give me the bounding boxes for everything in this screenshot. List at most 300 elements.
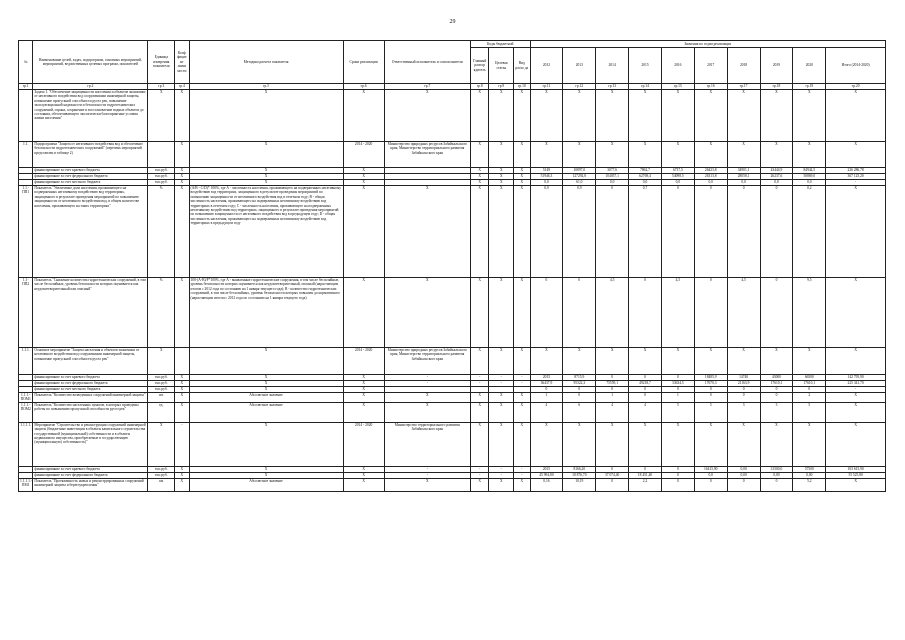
row-year-value: 18 451,40 xyxy=(629,472,662,478)
row-name: Основное мероприятие "Защита населения и объектов экономики от негативного воздействия вод сооружениями инженерной защиты, повышение пропускной способности русел рек" xyxy=(33,348,148,375)
row-name: Показатель "Протяженность новых и реконструированных сооружений инженерной защиты и берегоукрепления" xyxy=(33,478,148,491)
header-vid: Вид расхо да xyxy=(514,48,530,84)
row-unit: % xyxy=(148,186,175,278)
header-year: 2014 xyxy=(596,48,629,84)
row-unit: тыс.руб. xyxy=(148,381,175,387)
row-number: 1.1. xyxy=(19,142,33,168)
row-year-value: 104057,1 xyxy=(596,174,629,180)
row-method: Абсолютное значение xyxy=(189,402,343,422)
row-responsible: Х xyxy=(384,278,470,348)
header-years-group: Значения по годам реализации xyxy=(530,41,885,48)
row-coef: Х xyxy=(175,142,189,168)
row-method: Х xyxy=(189,375,343,381)
row-name: финансирование за счет краевого бюджета xyxy=(33,375,148,381)
row-year-value: 8715,9 xyxy=(563,375,596,381)
row-year-value: 0 xyxy=(760,278,793,348)
row-coef: Х xyxy=(175,478,189,491)
row-year-value: 49218,7 xyxy=(629,381,662,387)
row-responsible: Х xyxy=(384,478,470,491)
row-name: финансирование за счет местного бюджета xyxy=(33,180,148,186)
row-coef: Х xyxy=(175,90,189,142)
row-year-value: 0 xyxy=(727,186,760,278)
row-method: Х xyxy=(189,422,343,466)
row-year-value: Х xyxy=(629,142,662,168)
row-year-value: Х xyxy=(530,422,563,466)
row-period: Х xyxy=(343,168,384,174)
row-vid: Х xyxy=(514,180,530,186)
row-gr: Х xyxy=(470,402,488,422)
row-year-value: 0 xyxy=(629,393,662,403)
column-number: гр.16 xyxy=(694,84,727,90)
row-year-value: 50869,0 xyxy=(793,174,826,180)
table-body xyxy=(19,90,886,492)
row-period: Х xyxy=(343,186,384,278)
row-year-value: 0 xyxy=(629,387,662,393)
row-total: 55 525,80 xyxy=(826,472,886,478)
row-year-value: Х xyxy=(727,142,760,168)
column-number: гр.20 xyxy=(826,84,886,90)
row-target: Х xyxy=(489,142,514,168)
row-vid: - xyxy=(514,466,530,472)
row-year-value: 5149 xyxy=(530,168,563,174)
row-year-value: Х xyxy=(727,422,760,466)
row-year-value: 0 xyxy=(596,466,629,472)
row-responsible: Х xyxy=(384,186,470,278)
row-year-value: Х xyxy=(760,142,793,168)
row-period: Х xyxy=(343,393,384,403)
row-responsible: - xyxy=(384,381,470,387)
row-year-value: Х xyxy=(530,348,563,375)
row-year-value: 0 xyxy=(760,186,793,278)
row-number xyxy=(19,90,33,142)
row-year-value: 0,0 xyxy=(694,472,727,478)
row-year-value: 57500 xyxy=(793,466,826,472)
column-number: гр.6 xyxy=(343,84,384,90)
row-coef: Х xyxy=(175,381,189,387)
row-year-value: 0 xyxy=(596,478,629,491)
row-target: Х xyxy=(489,174,514,180)
row-year-value: Х xyxy=(563,422,596,466)
column-number: гр.13 xyxy=(596,84,629,90)
row-gr: Х xyxy=(470,180,488,186)
header-gr: Главный распор ядитель xyxy=(470,48,488,84)
table-row xyxy=(19,278,886,348)
row-year-value: 14740 xyxy=(727,375,760,381)
row-year-value: 0 xyxy=(727,387,760,393)
row-vid: Х xyxy=(514,278,530,348)
row-coef: Х xyxy=(175,393,189,403)
row-year-value: 5 xyxy=(661,402,694,422)
header-year: 2019 xyxy=(760,48,793,84)
table-row xyxy=(19,90,886,142)
row-period: Х xyxy=(343,174,384,180)
row-year-value: Х xyxy=(661,348,694,375)
row-year-value: 0 xyxy=(727,393,760,403)
row-responsible: Министерство природных ресурсов Забайкальского края; Министерство территориального развития Забайкальского края xyxy=(384,142,470,168)
column-number: гр.5 xyxy=(189,84,343,90)
row-coef: - xyxy=(175,422,189,466)
row-year-value: Х xyxy=(530,90,563,142)
row-year-value: 95322,3 xyxy=(563,381,596,387)
row-year-value: 26237,6 xyxy=(760,174,793,180)
row-unit: км xyxy=(148,478,175,491)
column-number: гр.19 xyxy=(793,84,826,90)
row-coef: Х xyxy=(175,466,189,472)
row-name: Подпрограмма "Защита от негативного воздействия вод и обеспечение безопасности гидротехнических сооружений" (перечень мероприятий представлен в таблице 2) xyxy=(33,142,148,168)
row-total: Х xyxy=(826,348,886,375)
row-coef: Х xyxy=(175,168,189,174)
header-year: 2016 xyxy=(661,48,694,84)
row-year-value: 2,2 xyxy=(629,478,662,491)
header-budget-codes: Коды бюджетной xyxy=(470,41,530,48)
row-year-value: Х xyxy=(727,348,760,375)
row-vid: - xyxy=(514,472,530,478)
header-year: 2013 xyxy=(563,48,596,84)
row-target: Х xyxy=(489,478,514,491)
row-year-value: 0 xyxy=(596,387,629,393)
row-gr: - xyxy=(470,381,488,387)
table-row xyxy=(19,393,886,403)
row-total: Х xyxy=(826,478,886,491)
row-year-value: 10897,0 xyxy=(563,168,596,174)
row-unit: тыс.руб. xyxy=(148,387,175,393)
row-year-value: 31500,0 xyxy=(760,466,793,472)
row-target: Х xyxy=(489,422,514,466)
row-year-value: Х xyxy=(530,142,563,168)
header-responsible: Ответственный исполнитель и соисполнители xyxy=(384,41,470,84)
row-year-value: 0 xyxy=(629,466,662,472)
row-year-value: 0 xyxy=(661,466,694,472)
row-responsible: - xyxy=(384,375,470,381)
row-unit: шт. xyxy=(148,393,175,403)
row-total: 226 286,78 xyxy=(826,168,886,174)
row-year-value: Х xyxy=(563,142,596,168)
row-responsible: Министерство природных ресурсов Забайкальского края; Министерство территориального развития Забайкальского края xyxy=(384,348,470,375)
column-number: гр.7 xyxy=(384,84,470,90)
row-target: - xyxy=(489,375,514,381)
row-name: финансирование за счет федерального бюджета xyxy=(33,174,148,180)
row-method: Х xyxy=(189,174,343,180)
row-year-value: 54098,5 xyxy=(661,174,694,180)
row-gr: Х xyxy=(470,478,488,491)
row-year-value: Х xyxy=(694,422,727,466)
row-year-value: Х xyxy=(563,90,596,142)
row-unit: тыс.руб. xyxy=(148,180,175,186)
row-year-value: 0 xyxy=(760,478,793,491)
row-year-value: 3 xyxy=(760,402,793,422)
row-year-value: 5,2 xyxy=(793,478,826,491)
row-method: Х xyxy=(189,387,343,393)
row-coef: Х xyxy=(175,186,189,278)
header-total: Итого (2014-2020) xyxy=(826,48,886,84)
column-number: гр.11 xyxy=(530,84,563,90)
header-year: 2017 xyxy=(694,48,727,84)
row-year-value: 0 xyxy=(563,393,596,403)
row-year-value: Х xyxy=(694,90,727,142)
row-number: 1.1.1.1. xyxy=(19,422,33,466)
row-gr: Х xyxy=(470,278,488,348)
row-target: Х xyxy=(489,348,514,375)
row-period: Х xyxy=(343,466,384,472)
row-year-value: 8166,20 xyxy=(563,466,596,472)
row-coef xyxy=(175,348,189,375)
row-year-value: 1 xyxy=(596,393,629,403)
row-year-value: 0 xyxy=(694,186,727,278)
header-method: Методика расчета показателя xyxy=(189,41,343,84)
column-number: гр.1 xyxy=(19,84,33,90)
row-unit: % xyxy=(148,278,175,348)
row-year-value: 4,5 xyxy=(727,278,760,348)
row-gr: Х xyxy=(470,174,488,180)
column-number: гр.17 xyxy=(727,84,760,90)
row-year-value: Х xyxy=(694,142,727,168)
row-year-value: 0 xyxy=(760,393,793,403)
row-year-value: 34901,1 xyxy=(727,168,760,174)
column-number: гр.12 xyxy=(563,84,596,90)
row-year-value: 17610,1 xyxy=(793,381,826,387)
row-period: 2014 - 2020 xyxy=(343,422,384,466)
row-responsible: - xyxy=(384,466,470,472)
row-period: Х xyxy=(343,402,384,422)
row-name: финансирование за счет федерального бюджета xyxy=(33,381,148,387)
row-year-value: Х xyxy=(727,90,760,142)
row-year-value: 37 074,40 xyxy=(596,472,629,478)
row-method: Х xyxy=(189,348,343,375)
header-coef: Коэф фицие нт значи мости xyxy=(175,41,189,84)
row-period: Х xyxy=(343,472,384,478)
row-year-value: 43000 xyxy=(760,375,793,381)
row-year-value: 4 xyxy=(530,402,563,422)
row-name: Мероприятие "Строительство и реконструкция сооружений инженерной защиты (бюджетные инвестиции в объекты капитального строительства государственной (муниципальной) собственности и в объекты недвижимого имущества, приобретаемые в государственную (муниципальную) собственность)" xyxy=(33,422,148,466)
row-year-value: Х xyxy=(629,90,662,142)
row-year-value: Х xyxy=(694,348,727,375)
row-year-value: Х xyxy=(661,422,694,466)
row-number: 1.1- ПП2 xyxy=(19,278,33,348)
row-year-value: 51946,3 xyxy=(530,174,563,180)
row-period: Х xyxy=(343,180,384,186)
row-unit: Х xyxy=(148,348,175,375)
row-period: Х xyxy=(343,375,384,381)
row-unit: тыс.руб. xyxy=(148,174,175,180)
row-year-value: 6737,5 xyxy=(661,168,694,174)
row-target: Х xyxy=(489,180,514,186)
row-method: Х xyxy=(189,142,343,168)
row-year-value: Х xyxy=(629,348,662,375)
table-row xyxy=(19,402,886,422)
row-year-value: 0 xyxy=(596,186,629,278)
row-gr: - xyxy=(470,375,488,381)
row-vid: Х xyxy=(514,90,530,142)
row-year-value: 2 xyxy=(793,393,826,403)
row-year-value: 0,9 xyxy=(530,186,563,278)
row-year-value: 0,0 xyxy=(661,180,694,186)
row-vid: Х xyxy=(514,478,530,491)
row-method: 100-(А-В)/F*100%, где А - выявленные гидротехнические сооружения, в том числе бесхозяйные, уровень безопасности которых оценивается как неудовлетворительный, опасный (нарастающим итогом с 2012 года по состоянию на 1 января текущего года); В - количество гидротехнических сооружений, в том числе бесхозяйных, уровень безопасности которых повышен до нормативного (нарастающим итогом с 2012 года по состоянию на 1 января текущего года) xyxy=(189,278,343,348)
row-method: Х xyxy=(189,90,343,142)
row-gr: Х xyxy=(470,422,488,466)
table-row xyxy=(19,478,886,491)
row-year-value: 0 xyxy=(694,393,727,403)
row-year-value: 0,0 xyxy=(760,180,793,186)
row-year-value: 9,5 xyxy=(793,278,826,348)
row-year-value: 2015 xyxy=(530,466,563,472)
row-unit xyxy=(148,142,175,168)
row-year-value: 0 xyxy=(629,375,662,381)
row-year-value: Х xyxy=(563,348,596,375)
header-period: Сроки реализации xyxy=(343,41,384,84)
program-table xyxy=(18,40,886,492)
row-year-value: 0 xyxy=(661,472,694,478)
row-total: 142 795,90 xyxy=(826,375,886,381)
row-method: Х xyxy=(189,168,343,174)
row-year-value: 17610,1 xyxy=(760,381,793,387)
row-year-value: 1 xyxy=(530,393,563,403)
row-year-value: 0 xyxy=(661,375,694,381)
column-number: гр.3 xyxy=(148,84,175,90)
row-year-value: 61,0 xyxy=(563,180,596,186)
row-year-value: 0,9 xyxy=(563,186,596,278)
row-total: Х xyxy=(826,422,886,466)
row-total: - xyxy=(826,180,886,186)
row-total: Х xyxy=(826,142,886,168)
row-vid: Х xyxy=(514,142,530,168)
row-year-value: Х xyxy=(596,142,629,168)
row-total: Х xyxy=(826,186,886,278)
header-n: № xyxy=(19,41,33,84)
row-year-value: 26313,8 xyxy=(694,174,727,180)
row-year-value: Х xyxy=(760,422,793,466)
header-year: 2020 xyxy=(793,48,826,84)
row-unit: тыс.руб. xyxy=(148,168,175,174)
row-period: Х xyxy=(343,387,384,393)
row-number: 1.1.1.- ПОМ2 xyxy=(19,402,33,422)
column-number: гр.8 xyxy=(470,84,488,90)
header-year: 2015 xyxy=(629,48,662,84)
row-vid: Х xyxy=(514,168,530,174)
row-year-value: 1 xyxy=(661,393,694,403)
row-year-value: 5 xyxy=(793,402,826,422)
column-number: гр.4 xyxy=(175,84,189,90)
row-gr: Х xyxy=(470,142,488,168)
row-year-value: 17670,3 xyxy=(694,381,727,387)
row-name: Показатель "Снижение количества гидротехнических сооружений, в том числе бесхозяйных, уровень безопасности которых оценивается как неудовлетворительный или опасный" xyxy=(33,278,148,348)
row-number: 1.1.1.- ПОМ1 xyxy=(19,393,33,403)
row-year-value: 0 xyxy=(530,387,563,393)
row-target: - xyxy=(489,381,514,387)
row-target: Х xyxy=(489,278,514,348)
row-year-value: 10,19 xyxy=(563,478,596,491)
row-target: - xyxy=(489,466,514,472)
row-year-value: Х xyxy=(596,348,629,375)
row-year-value: 5 xyxy=(694,402,727,422)
row-year-value: 18 876,70 xyxy=(563,472,596,478)
column-number: гр.14 xyxy=(629,84,662,90)
row-gr: Х xyxy=(470,393,488,403)
row-gr: - xyxy=(470,466,488,472)
row-coef: Х xyxy=(175,278,189,348)
row-target: Х xyxy=(489,186,514,278)
row-year-value: 4,5 xyxy=(661,278,694,348)
row-gr: Х xyxy=(470,348,488,375)
row-year-value: Х xyxy=(629,422,662,466)
row-target: Х xyxy=(489,90,514,142)
page-number: 29 xyxy=(449,19,456,25)
row-year-value: 127292,8 xyxy=(563,174,596,180)
row-year-value: Х xyxy=(793,348,826,375)
row-coef: Х xyxy=(175,402,189,422)
row-total: 225 341,70 xyxy=(826,381,886,387)
row-year-value: 66500 xyxy=(793,375,826,381)
row-unit: тыс.руб. xyxy=(148,375,175,381)
row-total: 103 615,90 xyxy=(826,466,886,472)
row-unit: Х xyxy=(148,422,175,466)
row-year-value: 0,0 xyxy=(727,180,760,186)
row-year-value: Х xyxy=(596,90,629,142)
table-row xyxy=(19,186,886,278)
row-year-value: 0 xyxy=(629,278,662,348)
row-responsible: Х xyxy=(384,402,470,422)
row-period: 2014 - 2020 xyxy=(343,142,384,168)
row-method: Х xyxy=(189,466,343,472)
header-target: Целевая статья xyxy=(489,48,514,84)
row-year-value: 2015 xyxy=(530,375,563,381)
row-vid: Х xyxy=(514,348,530,375)
row-year-value: 0 xyxy=(596,375,629,381)
row-period: 2014 - 2020 xyxy=(343,348,384,375)
row-year-value: 16415,90 xyxy=(694,466,727,472)
row-vid: Х xyxy=(514,393,530,403)
row-name: Показатель "Количество возведенных сооружений инженерной защиты" xyxy=(33,393,148,403)
row-year-value: 0,0 xyxy=(793,180,826,186)
row-method: Х xyxy=(189,180,343,186)
row-method: Х xyxy=(189,381,343,387)
column-number: гр.18 xyxy=(760,84,793,90)
row-year-value: 0 xyxy=(760,387,793,393)
row-year-value: Х xyxy=(596,422,629,466)
row-year-value: 18485,9 xyxy=(694,375,727,381)
row-year-value: 0,00 xyxy=(793,472,826,478)
row-responsible: - xyxy=(384,472,470,478)
row-name: финансирование за счет краевого бюджета xyxy=(33,168,148,174)
row-year-value: 6 xyxy=(563,402,596,422)
row-gr: Х xyxy=(470,168,488,174)
row-year-value: 62769,4 xyxy=(629,174,662,180)
row-year-value: 26423,8 xyxy=(694,168,727,174)
row-period: Х xyxy=(343,90,384,142)
row-year-value: 33634,5 xyxy=(661,381,694,387)
row-method: Абсолютное значение xyxy=(189,478,343,491)
row-responsible: Х xyxy=(384,90,470,142)
row-year-value: 3 xyxy=(727,402,760,422)
row-name: Показатель "Количество населенных пунктов, в которых проведены работы по повышению пропускной способности русел рек" xyxy=(33,402,148,422)
row-year-value: Х xyxy=(661,90,694,142)
row-period: Х xyxy=(343,478,384,491)
row-year-value: Х xyxy=(793,142,826,168)
table-row xyxy=(19,422,886,466)
row-coef: Х xyxy=(175,174,189,180)
row-year-value: 0 xyxy=(661,186,694,278)
table-row xyxy=(19,142,886,168)
row-number: 1.1.1. xyxy=(19,348,33,375)
row-vid: - xyxy=(514,381,530,387)
row-unit: Х xyxy=(148,90,175,142)
row-total: Х xyxy=(826,278,886,348)
column-number: гр.10 xyxy=(514,84,530,90)
row-coef: Х xyxy=(175,387,189,393)
row-year-value: 0 xyxy=(661,387,694,393)
row-number: 1.1.1.1.- ПМ1 xyxy=(19,478,33,491)
row-year-value: 0 xyxy=(563,387,596,393)
